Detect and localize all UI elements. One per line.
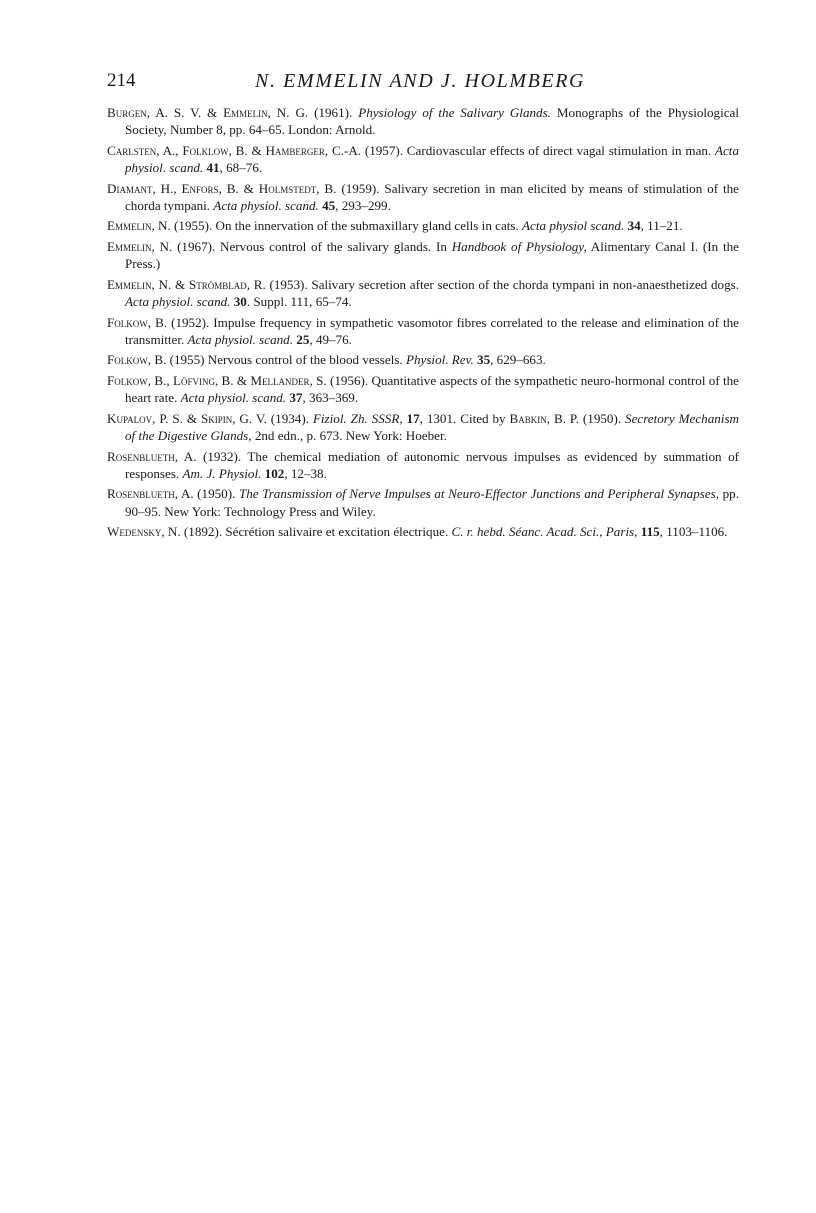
page-header — [107, 68, 739, 98]
reference-title: Secretory Mechanism of the Digestive Glands, — [125, 410, 739, 443]
reference-volume: 34 — [627, 218, 641, 234]
reference-entry — [107, 217, 739, 234]
reference-text: , 11–21. — [640, 218, 683, 234]
reference-text: (1892). Sécrétion salivaire et excitation électrique. — [180, 524, 452, 540]
reference-text: (1957). Cardiovascular effects of direct vagal stimulation in man. — [361, 142, 715, 158]
reference-authors: Carlsten, A., Folklow, B. & Hamberger, C.-A. — [107, 142, 362, 158]
reference-text: (1967). Nervous control of the salivary glands. In — [172, 238, 452, 254]
reference-volume: 17 — [406, 410, 420, 426]
reference-volume: 37 — [289, 390, 303, 406]
reference-text: , 1301. Cited by — [419, 410, 510, 426]
reference-text: , 12–38. — [284, 465, 327, 481]
reference-entry — [107, 142, 739, 176]
reference-text: Monographs of the Physiological Society, Number 8, pp. 64–65. London: Arnold. — [125, 105, 740, 138]
reference-volume: 25 — [296, 331, 310, 347]
reference-authors: Burgen, A. S. V. & Emmelin, N. G. — [107, 105, 309, 120]
page-number: 214 — [107, 70, 136, 91]
reference-entry — [107, 448, 739, 482]
reference-authors: Kupalov, P. S. & Skipin, G. V. — [107, 410, 267, 426]
reference-title: Acta physiol scand. — [522, 218, 625, 234]
reference-title: Physiol. Rev. — [405, 352, 474, 368]
reference-entry — [107, 351, 739, 368]
reference-text: (1959). Salivary secretion in man elicited by means of stimulation of the chorda tympani. — [125, 180, 739, 213]
reference-text: (1955). On the innervation of the submaxillary gland cells in cats. — [170, 218, 523, 234]
reference-entry — [107, 104, 739, 138]
reference-entry — [107, 372, 739, 406]
reference-text: Alimentary Canal I. (In the Press.) — [125, 238, 739, 272]
reference-text: , 68–76. — [219, 160, 263, 175]
reference-text: , 629–663. — [490, 352, 546, 368]
reference-text: , 49–76. — [309, 331, 352, 347]
reference-text: (1934). — [266, 410, 313, 426]
reference-entry — [107, 523, 739, 540]
reference-title: Acta physiol. scand. — [125, 293, 231, 309]
reference-text: (1961). — [308, 105, 359, 120]
reference-text: , 1103–1106. — [659, 524, 728, 540]
reference-volume: 115 — [640, 524, 660, 540]
reference-authors: Babkin, B. P. — [509, 410, 579, 426]
reference-entry — [107, 314, 739, 348]
reference-text: , 363–369. — [302, 390, 359, 406]
reference-text: (1953). Salivary secretion after section of the chorda tympani in non-anaesthetized dogs. — [265, 276, 739, 292]
reference-entry — [107, 410, 739, 444]
reference-entry — [107, 276, 739, 310]
reference-text: pp. 90–95. New York: Technology Press and Wiley. — [125, 486, 739, 519]
reference-volume: 35 — [477, 352, 491, 368]
reference-authors: Folkow, B., Löfving, B. & Mellander, S. — [107, 372, 327, 388]
reference-text: (1956). Quantitative aspects of the sympathetic neuro-hormonal control of the heart rate. — [125, 372, 739, 406]
reference-text: (1950). — [193, 486, 239, 502]
reference-title: Physiology of the Salivary Glands. — [358, 105, 551, 120]
reference-volume: 30 — [233, 293, 247, 309]
reference-title: The Transmission of Nerve Impulses at Neuro-Effector Junctions and Peripheral Synapses, — [238, 486, 720, 502]
reference-authors: Rosenblueth, A. — [107, 448, 197, 464]
reference-authors: Folkow, B. — [107, 352, 167, 368]
reference-text: 2nd edn., p. 673. New York: Hoeber. — [251, 427, 447, 443]
reference-title: Acta physiol. scand. — [213, 197, 319, 213]
reference-entry — [107, 180, 739, 214]
reference-entry — [107, 238, 739, 272]
reference-title: Acta physiol. scand. — [180, 390, 287, 406]
reference-authors: Diamant, H., Enfors, B. & Holmstedt, B. — [107, 180, 337, 196]
reference-authors: Emmelin, N. & Strömblad, R. — [107, 276, 266, 292]
reference-list — [107, 104, 739, 544]
reference-text: (1955) Nervous control of the blood vessels. — [166, 352, 406, 368]
running-head: N. EMMELIN AND J. HOLMBERG — [255, 70, 586, 92]
reference-title: C. r. hebd. Séanc. Acad. Sci., Paris, — [451, 524, 638, 540]
reference-title: Handbook of Physiology, — [451, 238, 587, 254]
reference-text: (1952). Impulse frequency in sympathetic vasomotor fibres correlated to the release and elimination of the transmitter. — [125, 314, 739, 347]
reference-volume: 41 — [206, 160, 220, 175]
reference-title: Fiziol. Zh. SSSR, — [312, 410, 403, 426]
reference-authors: Emmelin, N. — [107, 218, 171, 234]
reference-volume: 102 — [264, 465, 285, 481]
reference-authors: Folkow, B. — [107, 314, 168, 330]
reference-authors: Rosenblueth, A. — [107, 486, 194, 502]
reference-text: (1950). — [579, 410, 626, 426]
reference-volume: 45 — [322, 197, 336, 213]
reference-entry — [107, 485, 739, 519]
reference-title: Am. J. Physiol. — [182, 465, 262, 481]
reference-title: Acta physiol. scand. — [187, 331, 294, 347]
reference-text: , 293–299. — [335, 197, 391, 213]
reference-authors: Wedensky, N. — [107, 524, 181, 540]
reference-authors: Emmelin, N. — [107, 238, 173, 254]
reference-title: Acta physiol. scand. — [125, 142, 739, 175]
reference-text: . Suppl. 111, 65–74. — [246, 293, 352, 309]
reference-text: (1932). The chemical mediation of autonomic nervous impulses as evidenced by summation of responses. — [125, 448, 739, 481]
